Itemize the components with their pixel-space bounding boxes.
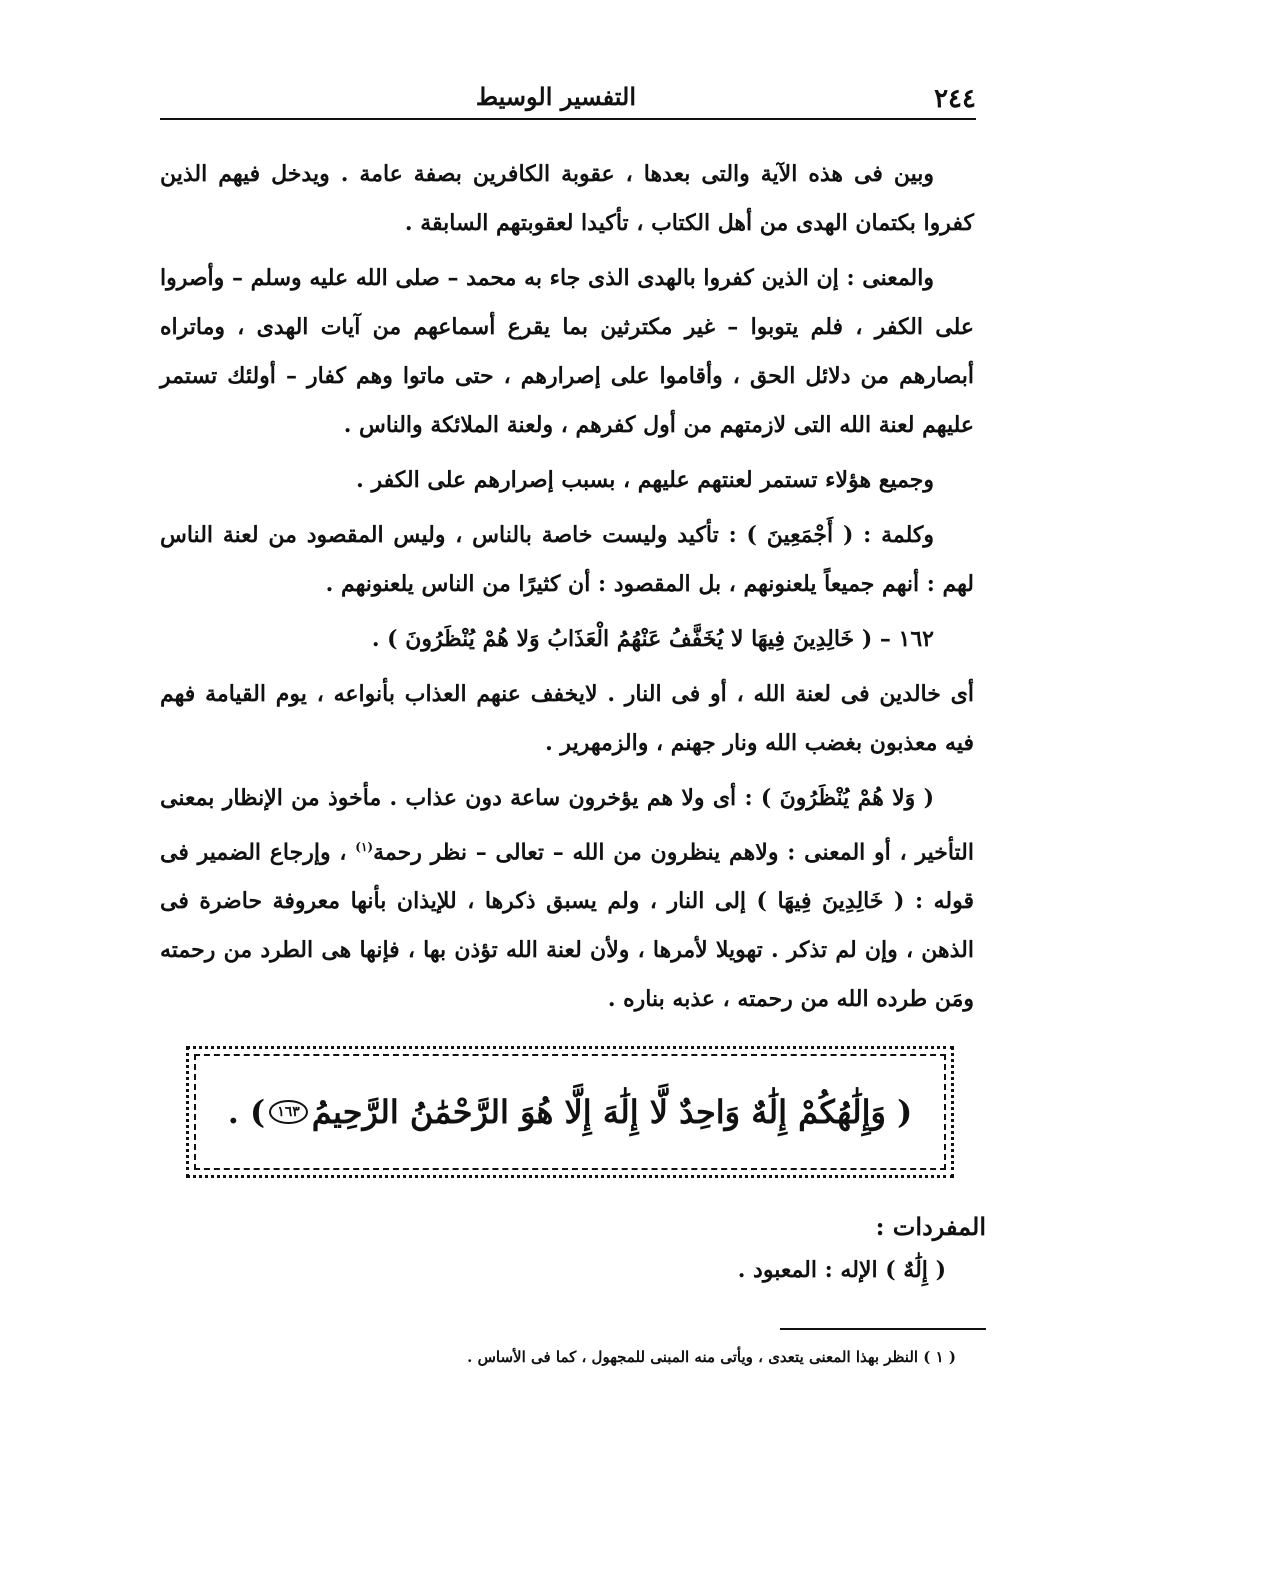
- paragraph-2: والمعنى : إن الذين كفروا بالهدى الذى جاء به محمد – صلى الله عليه وسلم – وأصروا على الكفر ، فلم يتوبوا – غير مكترثين بما يقرع أسماعهم من آيات الهدى ، وماتراه أبصارهم من دلائل الحق ، وأقاموا على إصرارهم ، حتى ماتوا وهم كفار – أولئك تستمر عليهم لعنة الله التى لازمتهم من أول كفرهم ، ولعنة الملائكة والناس .: [160, 265, 974, 438]
- paragraph-3: وجميع هؤلاء تستمر لعنتهم عليهم ، بسبب إصرارهم على الكفر .: [356, 467, 934, 493]
- vocabulary-item: ( إِلَٰهٌ ) الإله : المعبود .: [737, 1257, 946, 1283]
- paragraph-1: وبين فى هذه الآية والتى بعدها ، عقوبة الكافرين بصفة عامة . ويدخل فيهم الذين كفروا بكتمان الهدى من أهل الكتاب ، تأكيدا لعقوبتهم السابقة .: [160, 161, 974, 236]
- body-text: [160, 150, 974, 1030]
- running-title: التفسير الوسيط: [475, 82, 636, 111]
- page-header: [162, 78, 976, 118]
- footnote-ref[interactable]: (١): [355, 840, 374, 854]
- paragraph-7: [160, 774, 974, 1024]
- page-number: ٢٤٤: [934, 84, 976, 114]
- vocabulary-section: [160, 1212, 986, 1283]
- paragraph-6: أى خالدين فى لعنة الله ، أو فى النار . لايخفف عنهم العذاب بأنواعه ، يوم القيامة فهم فيه معذبون بغضب الله ونار جهنم ، والزمهرير .: [160, 681, 974, 756]
- ayah-close: ) .: [227, 1093, 266, 1131]
- ayah-number-mark: ١٦٣: [269, 1100, 308, 1124]
- ayah-frame: [186, 1046, 954, 1178]
- header-rule: [160, 118, 976, 120]
- verse-heading-162: ١٦٢ – ( خَالِدِينَ فِيهَا لا يُخَفَّفُ عَنْهُمُ الْعَذَابُ وَلا هُمْ يُنْظَرُونَ ) .: [371, 626, 934, 652]
- ayah-text: ( وَإِلَٰهُكُمْ إِلَٰهٌ وَاحِدٌ لَّا إِلَٰهَ إِلَّا هُوَ الرَّحْمَٰنُ الرَّحِيمُ: [311, 1093, 913, 1131]
- footnote-rule: [780, 1328, 986, 1330]
- vocabulary-title: المفردات :: [875, 1212, 986, 1241]
- footnote: ( ١ ) النظر بهذا المعنى يتعدى ، ويأتى منه المبنى للمجهول ، كما فى الأساس .: [467, 1348, 956, 1366]
- paragraph-7-part-a: ( وَلا هُمْ يُنْظَرُونَ ) : أى ولا هم يؤخرون ساعة دون عذاب . مأخوذ من الإنظار بمعنى التأخير ، أو المعنى : ولاهم ينظرون من الله – تعالى – نظر رحمة: [160, 785, 974, 866]
- paragraph-7-part-b: ، وإرجاع الضمير فى قوله : ( خَالِدِينَ فِيهَا ) إلى النار ، ولم يسبق ذكرها ، للإيذان بأنها معروفة حاضرة فى الذهن ، وإن لم تذكر . تهويلا لأمرها ، ولأن لعنة الله تؤذن بها ، فإنها هى الطرد من رحمته ومَن طرده الله من رحمته ، عذبه بناره .: [160, 839, 974, 1013]
- paragraph-4: وكلمة : ( أَجْمَعِينَ ) : تأكيد وليست خاصة بالناس ، وليس المقصود من لعنة الناس لهم : أنهم جميعاً يلعنونهم ، بل المقصود : أن كثيرًا من الناس يلعنونهم .: [160, 522, 974, 597]
